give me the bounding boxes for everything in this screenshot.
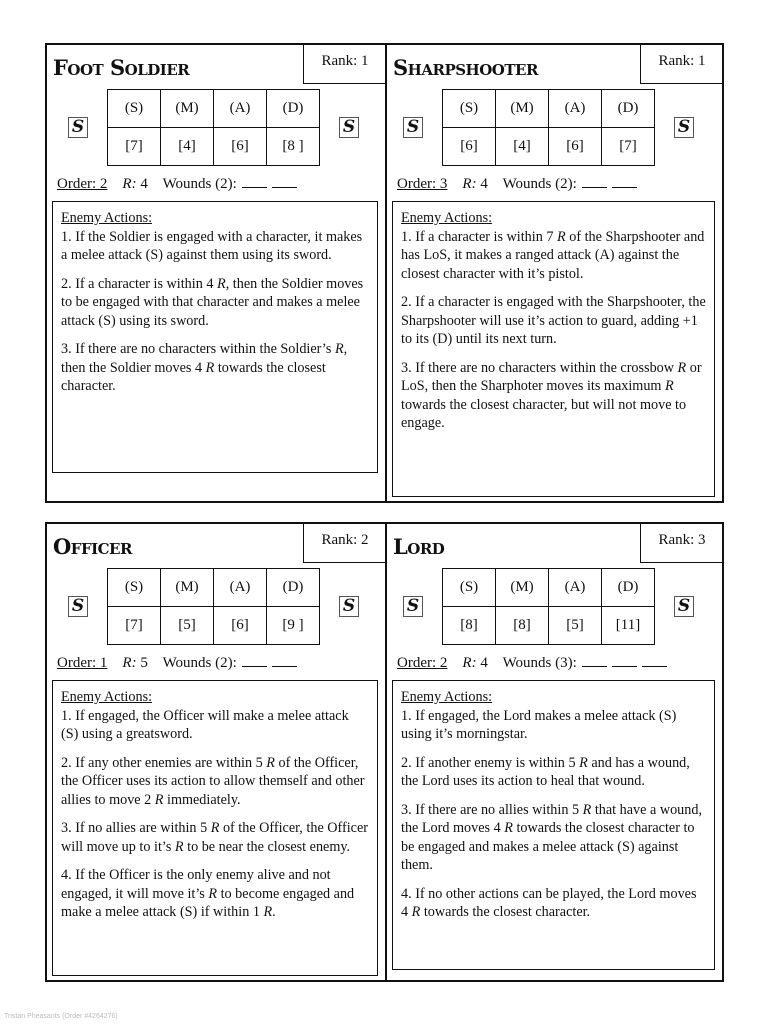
stat-header: (M) <box>496 90 549 128</box>
order-label: Order: 3 <box>397 176 448 192</box>
enemy-action-rule: 3. If there are no characters within the Soldier’s R, then the Soldier moves 4 R towards the closest character. <box>61 341 348 394</box>
stat-table <box>107 568 320 645</box>
stat-value: [5] <box>549 607 602 645</box>
enemy-action-rule: 4. If the Officer is the only enemy alive and not engaged, it will move it’s R to become engaged and make a melee attack (S) if within 1 R. <box>61 867 355 920</box>
stat-value: [7] <box>108 607 161 645</box>
range-value: 4 <box>480 176 488 192</box>
order-label: Order: 1 <box>57 655 108 671</box>
range-value: 5 <box>140 655 148 671</box>
enemy-action-rule: 3. If no allies are within 5 R of the Officer, the Officer will move up to it’s R to be near the closest enemy. <box>61 820 368 855</box>
card-title: Sharpshooter <box>393 55 538 80</box>
range-label: R: <box>122 176 137 192</box>
stat-value: [6] <box>214 128 267 166</box>
enemy-action-rule: 2. If any other enemies are within 5 R of the Officer, the Officer uses its action to allow themself and other allies to move 2 R immediately. <box>61 754 365 808</box>
stat-header: (D) <box>267 569 320 607</box>
actions-heading: Enemy Actions: <box>401 689 493 705</box>
wound-slot[interactable] <box>272 175 297 188</box>
stat-value: [4] <box>161 128 214 166</box>
stat-table <box>442 568 655 645</box>
stat-value: [8] <box>496 607 549 645</box>
stat-header-row <box>443 90 655 128</box>
wound-slot[interactable] <box>612 175 637 188</box>
actions-heading: Enemy Actions: <box>401 210 493 226</box>
wound-slot[interactable] <box>612 654 637 667</box>
stat-header-row <box>108 90 320 128</box>
stat-header: (A) <box>549 90 602 128</box>
rank-box: Rank: 1 <box>640 43 724 84</box>
enemy-actions-box <box>52 680 378 976</box>
enemy-actions-box <box>392 680 715 970</box>
stat-header: (D) <box>602 90 655 128</box>
wound-slot[interactable] <box>242 654 267 667</box>
order-label: Order: 2 <box>397 655 448 671</box>
stat-header: (S) <box>108 90 161 128</box>
stat-value-row <box>108 128 320 166</box>
wounds-label: Wounds (2): <box>502 176 577 192</box>
range-label: R: <box>122 655 137 671</box>
enemy-action-rule: 3. If there are no allies within 5 R that have a wound, the Lord moves 4 R towards the closest character to be engaged and makes a melee attack (S) against them. <box>401 801 703 873</box>
stat-table <box>107 89 320 166</box>
enemy-card <box>45 522 387 982</box>
stat-header: (S) <box>443 90 496 128</box>
wounds-label: Wounds (2): <box>162 655 237 671</box>
stat-header-row <box>108 569 320 607</box>
footer-watermark: Tristan Pheasants (Order #4264276) <box>4 1013 118 1020</box>
stat-value: [8 ] <box>267 128 320 166</box>
s-emblem-icon: S <box>339 596 359 617</box>
card-title: Foot Soldier <box>53 55 190 80</box>
order-label: Order: 2 <box>57 176 108 192</box>
stat-header: (A) <box>214 569 267 607</box>
stat-header: (A) <box>549 569 602 607</box>
wound-slot[interactable] <box>642 654 667 667</box>
wound-slot[interactable] <box>242 175 267 188</box>
stat-value: [11] <box>602 607 655 645</box>
enemy-action-rule: 2. If a character is within 4 R, then the Soldier moves to be engaged with that character and makes a melee attack (S) using its sword. <box>61 275 364 329</box>
stat-value: [6] <box>214 607 267 645</box>
range-label: R: <box>462 655 477 671</box>
range-value: 4 <box>480 655 488 671</box>
stat-header: (D) <box>602 569 655 607</box>
order-range-wounds-line <box>57 654 297 672</box>
stat-value: [7] <box>602 128 655 166</box>
stat-header: (M) <box>161 90 214 128</box>
wounds-label: Wounds (3): <box>502 655 577 671</box>
enemy-action-rule: 3. If there are no characters within the crossbow R or LoS, then the Sharphoter moves its maximum R towards the closest character, but will not move to engage. <box>401 359 702 431</box>
stat-value: [6] <box>443 128 496 166</box>
enemy-card <box>385 522 724 982</box>
enemy-action-rule: 1. If engaged, the Lord makes a melee attack (S) using it’s morningstar. <box>401 707 677 742</box>
wound-slot[interactable] <box>582 175 607 188</box>
actions-heading: Enemy Actions: <box>61 210 153 226</box>
stat-value: [6] <box>549 128 602 166</box>
stat-value: [5] <box>161 607 214 645</box>
s-emblem-icon: S <box>339 117 359 138</box>
enemy-action-rule: 2. If another enemy is within 5 R and has a wound, the Lord uses its action to heal that wound. <box>401 754 690 789</box>
rank-box: Rank: 2 <box>303 522 387 563</box>
enemy-action-rule: 4. If no other actions can be played, the Lord moves 4 R towards the closest character. <box>401 885 697 920</box>
wounds-label: Wounds (2): <box>162 176 237 192</box>
stat-value-row <box>108 607 320 645</box>
range-label: R: <box>462 176 477 192</box>
enemy-actions-box <box>392 201 715 497</box>
stat-header: (S) <box>443 569 496 607</box>
stat-value: [9 ] <box>267 607 320 645</box>
enemy-action-rule: 2. If a character is engaged with the Sharpshooter, the Sharpshooter will use it’s action to guard, adding +1 to its (D) until its next turn. <box>401 294 706 347</box>
stat-value: [8] <box>443 607 496 645</box>
stat-value: [4] <box>496 128 549 166</box>
stat-table <box>442 89 655 166</box>
stat-header: (M) <box>496 569 549 607</box>
stat-value: [7] <box>108 128 161 166</box>
enemy-card <box>45 43 387 503</box>
stat-header: (D) <box>267 90 320 128</box>
wound-slot[interactable] <box>582 654 607 667</box>
stat-header-row <box>443 569 655 607</box>
s-emblem-icon: S <box>68 596 88 617</box>
stat-header: (S) <box>108 569 161 607</box>
card-title: Lord <box>393 534 445 559</box>
enemy-action-rule: 1. If engaged, the Officer will make a melee attack (S) using a greatsword. <box>61 707 349 742</box>
range-value: 4 <box>140 176 148 192</box>
s-emblem-icon: S <box>674 596 694 617</box>
enemy-actions-box <box>52 201 378 473</box>
enemy-action-rule: 1. If a character is within 7 R of the Sharpshooter and has LoS, it makes a ranged attack (A) against the closest character with it’s pistol. <box>401 228 705 282</box>
card-title: Officer <box>53 534 132 559</box>
s-emblem-icon: S <box>68 117 88 138</box>
stat-value-row <box>443 607 655 645</box>
order-range-wounds-line <box>57 175 297 193</box>
order-range-wounds-line <box>397 654 667 672</box>
stat-header: (A) <box>214 90 267 128</box>
s-emblem-icon: S <box>674 117 694 138</box>
enemy-card <box>385 43 724 503</box>
s-emblem-icon: S <box>403 596 423 617</box>
rank-box: Rank: 3 <box>640 522 724 563</box>
order-range-wounds-line <box>397 175 637 193</box>
actions-heading: Enemy Actions: <box>61 689 153 705</box>
wound-slot[interactable] <box>272 654 297 667</box>
s-emblem-icon: S <box>403 117 423 138</box>
rank-box: Rank: 1 <box>303 43 387 84</box>
stat-header: (M) <box>161 569 214 607</box>
stat-value-row <box>443 128 655 166</box>
enemy-action-rule: 1. If the Soldier is engaged with a character, it makes a melee attack (S) against them using its sword. <box>61 228 363 263</box>
